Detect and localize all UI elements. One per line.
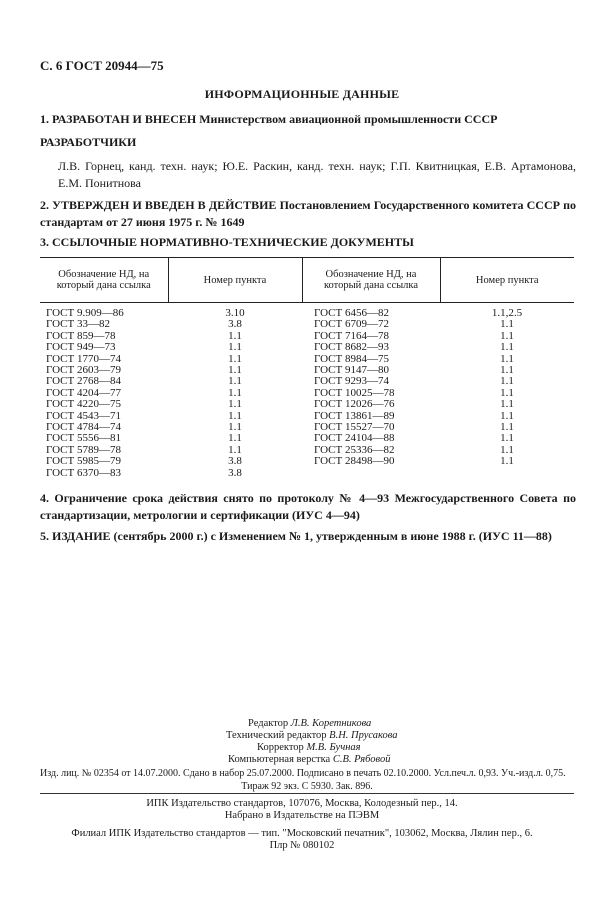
ref-doc-left: ГОСТ 949—73 (46, 341, 116, 354)
ref-doc-left: ГОСТ 5556—81 (46, 432, 121, 445)
section-4 (40, 490, 576, 524)
ref-doc-left: ГОСТ 2768—84 (46, 375, 121, 388)
section-5 (40, 528, 576, 545)
ref-doc-right: ГОСТ 10025—78 (314, 386, 395, 399)
table-row (40, 456, 574, 467)
ref-clause-left: 3.8 (228, 455, 242, 468)
ref-clause-right: 1.1 (500, 443, 514, 456)
imprint-line-1: ИПК Издательство стандартов, 107076, Москва, Колодезный пер., 14. (146, 798, 458, 809)
credit-proofreader-name: М.В. Бучная (306, 742, 361, 753)
developers-heading: РАЗРАБОТЧИКИ (40, 135, 137, 149)
credit-editor-name: Л.В. Коретникова (290, 718, 372, 729)
section-2-label: 2. УТВЕРЖДЕН И ВВЕДЕН В ДЕЙСТВИЕ (40, 198, 277, 212)
ref-clause-left: 1.1 (228, 364, 242, 377)
ref-doc-right: ГОСТ 8984—75 (314, 352, 389, 365)
ref-doc-left: ГОСТ 6370—83 (46, 466, 121, 479)
publication-info (40, 767, 574, 793)
col-header-doc-left: Обозначение НД, на который дана ссылка (40, 258, 168, 303)
references-table-body (40, 303, 574, 480)
col-header-clause-left: Номер пункта (168, 258, 302, 303)
ref-clause-right: 1.1 (500, 398, 514, 411)
credit-tech-editor-role: Технический редактор (226, 730, 327, 741)
section-1-text: Министерством авиационной промышленности СССР (199, 112, 498, 126)
credit-layout (228, 754, 390, 767)
divider (40, 793, 574, 794)
ref-doc-left: ГОСТ 4543—71 (46, 409, 121, 422)
ref-clause-left: 1.1 (228, 432, 242, 445)
ref-clause-left: 3.8 (228, 466, 242, 479)
ref-doc-left: ГОСТ 4204—77 (46, 386, 121, 399)
section-1 (40, 111, 576, 128)
col-header-clause-right: Номер пункта (440, 258, 574, 303)
section-1-label: 1. РАЗРАБОТАН И ВНЕСЕН (40, 112, 197, 126)
ref-clause-right: 1.1 (500, 329, 514, 342)
ref-doc-right: ГОСТ 7164—78 (314, 329, 389, 342)
table-row (40, 319, 574, 330)
table-header-row (40, 258, 574, 303)
page-header: С. 6 ГОСТ 20944—75 (40, 58, 164, 73)
credit-editor (248, 718, 371, 731)
ref-clause-left: 1.1 (228, 386, 242, 399)
ref-doc-left: ГОСТ 1770—74 (46, 352, 121, 365)
ref-doc-left: ГОСТ 33—82 (46, 318, 110, 331)
ref-doc-left: ГОСТ 859—78 (46, 329, 116, 342)
ref-doc-right: ГОСТ 12026—76 (314, 398, 395, 411)
credit-editor-role: Редактор (248, 718, 289, 729)
ref-doc-left: ГОСТ 5789—78 (46, 443, 121, 456)
ref-doc-right: ГОСТ 9147—80 (314, 364, 389, 377)
section-5-text: 5. ИЗДАНИЕ (сентябрь 2000 г.) с Изменением № 1, утвержденным в июне 1988 г. (ИУС 11—88) (40, 529, 552, 543)
ref-clause-left: 1.1 (228, 341, 242, 354)
ref-doc-right (302, 468, 440, 479)
imprint-line-3: Филиал ИПК Издательство стандартов — тип. "Московский печатник", 103062, Москва, Лялин пер., 6. (71, 828, 533, 839)
ref-clause-right: 1.1 (500, 455, 514, 468)
ref-clause-right: 1.1 (500, 364, 514, 377)
table-row (40, 331, 574, 342)
ref-clause-left: 1.1 (228, 443, 242, 456)
ref-doc-right: ГОСТ 6456—82 (314, 307, 389, 319)
credit-tech-editor-name: В.Н. Прусакова (329, 730, 398, 741)
credit-layout-name: С.В. Рябовой (332, 754, 391, 765)
ref-doc-right: ГОСТ 25336—82 (314, 443, 395, 456)
ref-doc-right: ГОСТ 15527—70 (314, 421, 395, 434)
ref-doc-left: ГОСТ 4220—75 (46, 398, 121, 411)
section-3-label: 3. ССЫЛОЧНЫЕ НОРМАТИВНО-ТЕХНИЧЕСКИЕ ДОКУМЕНТЫ (40, 235, 414, 249)
imprint (0, 798, 604, 852)
section-4-text: 4. Ограничение срока действия снято по протоколу № 4—93 Межгосударственного Совета по стандартизации, метрологии и сертификации (ИУС 4—94) (40, 491, 576, 522)
ref-doc-left: ГОСТ 9.909—86 (46, 307, 124, 319)
credit-proofreader (257, 742, 361, 755)
ref-clause-right: 1.1 (500, 409, 514, 422)
ref-clause-left: 1.1 (228, 352, 242, 365)
developers-list: Л.В. Горнец, канд. техн. наук; Ю.Е. Раскин, канд. техн. наук; Г.П. Квитницкая, Е.В. Артамонова, Е.М. Понитнова (58, 159, 576, 190)
ref-clause-left: 3.8 (228, 318, 242, 331)
credit-layout-role: Компьютерная верстка (228, 754, 331, 765)
ref-clause-left: 1.1 (228, 421, 242, 434)
section-2-text: Постановлением Государственного комитета СССР по стандартам от 27 июня 1975 г. № 1649 (40, 198, 576, 229)
page-title: ИНФОРМАЦИОННЫЕ ДАННЫЕ (204, 87, 400, 101)
ref-doc-right: ГОСТ 8682—93 (314, 341, 389, 354)
ref-clause-right: 1.1 (500, 432, 514, 445)
ref-clause-left: 1.1 (228, 375, 242, 388)
ref-doc-right: ГОСТ 9293—74 (314, 375, 389, 388)
ref-clause-right: 1.1 (500, 341, 514, 354)
ref-clause-left: 1.1 (228, 409, 242, 422)
ref-clause-right: 1.1 (500, 386, 514, 399)
ref-clause-left: 1.1 (228, 398, 242, 411)
section-2 (40, 197, 576, 231)
ref-clause-right: 1.1 (500, 352, 514, 365)
credit-proofreader-role: Корректор (257, 742, 304, 753)
publication-line-1: Изд. лиц. № 02354 от 14.07.2000. Сдано в набор 25.07.2000. Подписано в печать 02.10.2000. Усл.печ.л. 0,93. Уч.-изд.л. 0,75. (40, 768, 566, 779)
publication-line-2: Тираж 92 экз. С 5930. Зак. 896. (241, 781, 373, 792)
table-row (40, 399, 574, 410)
ref-clause-right: 1.1 (500, 421, 514, 434)
ref-clause-right: 1.1 (500, 375, 514, 388)
ref-clause-right: 1.1 (500, 318, 514, 331)
ref-clause-right (440, 468, 574, 479)
ref-doc-right: ГОСТ 13861—89 (314, 409, 395, 422)
ref-doc-left: ГОСТ 4784—74 (46, 421, 121, 434)
ref-doc-left: ГОСТ 5985—79 (46, 455, 121, 468)
ref-clause-left: 3.10 (225, 307, 245, 319)
table-row (40, 342, 574, 353)
table-row (40, 468, 574, 479)
ref-doc-left: ГОСТ 2603—79 (46, 364, 121, 377)
ref-doc-right: ГОСТ 24104—88 (314, 432, 395, 445)
ref-clause-right: 1.1,2.5 (491, 307, 523, 319)
table-row (40, 303, 574, 320)
references-table (40, 257, 574, 479)
imprint-line-4: Плр № 080102 (269, 840, 335, 851)
col-header-doc-right: Обозначение НД, на который дана ссылка (302, 258, 440, 303)
ref-doc-right: ГОСТ 6709—72 (314, 318, 389, 331)
credit-tech-editor (226, 730, 398, 743)
imprint-line-2: Набрано в Издательстве на ПЭВМ (224, 810, 380, 821)
ref-doc-right: ГОСТ 28498—90 (314, 455, 395, 468)
ref-clause-left: 1.1 (228, 329, 242, 342)
